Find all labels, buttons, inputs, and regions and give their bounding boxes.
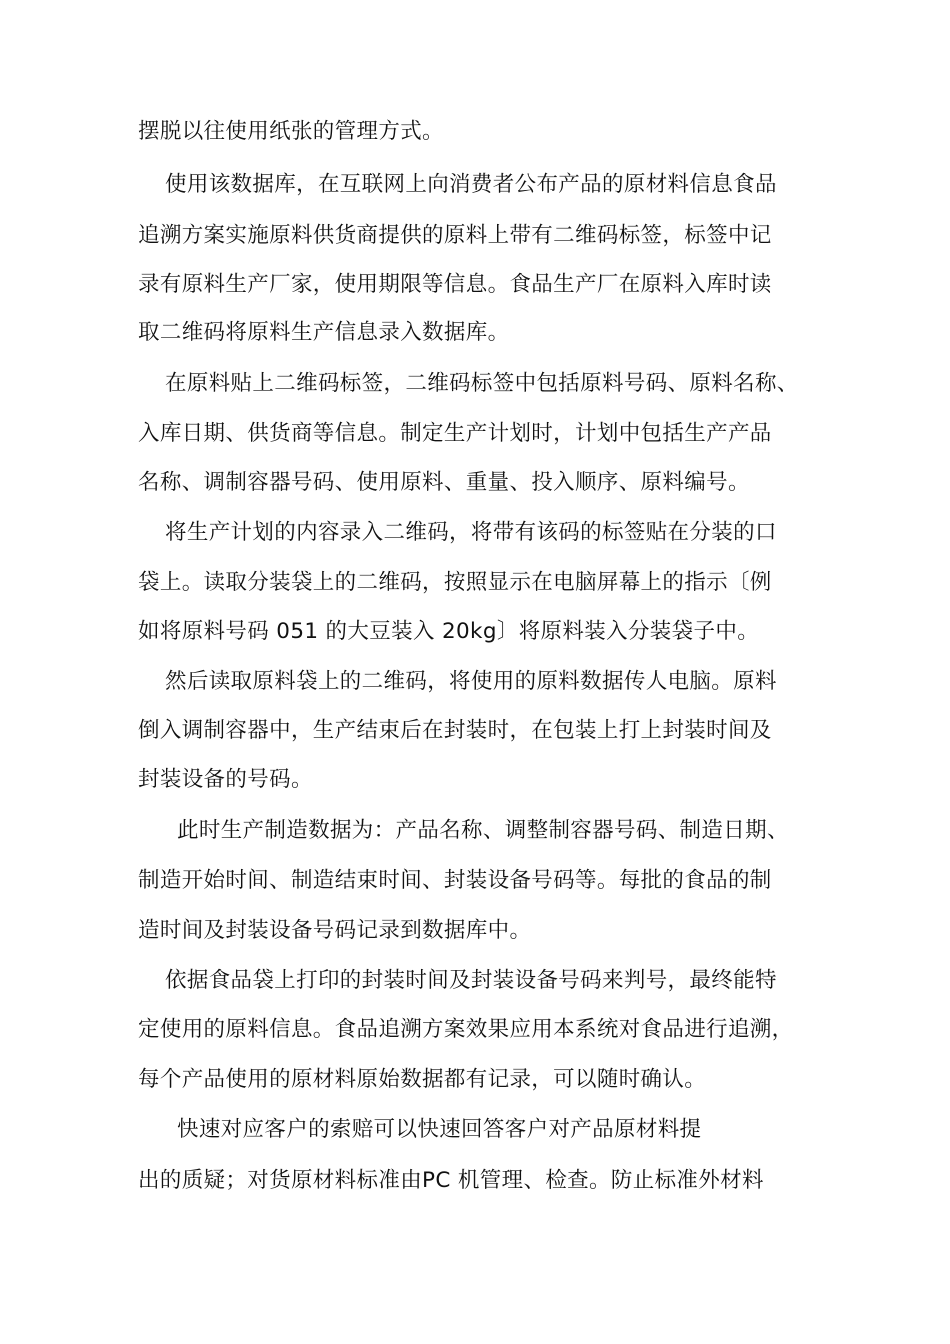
text-line: 追溯方案实施原料供货商提供的原料上带有二维码标签，标签中记 <box>138 223 772 248</box>
text-line: 每个产品使用的原材料原始数据都有记录，可以随时确认。 <box>138 1067 707 1092</box>
text-line: 倒入调制容器中，生产结束后在封装时，在包装上打上封装时间及 <box>138 718 772 743</box>
text-line: 出的质疑；对货原材料标准由PC 机管理、检查。防止标准外材料 <box>138 1168 764 1193</box>
text-line: 摆脱以往使用纸张的管理方式。 <box>138 119 444 144</box>
paragraph-start: 然后读取原料袋上的二维码，将使用的原料数据传人电脑。原料 <box>165 669 777 694</box>
paragraph-start: 使用该数据库，在互联网上向消费者公布产品的原材料信息食品 <box>165 172 777 197</box>
text-line: 名称、调制容器号码、使用原料、重量、投入顺序、原料编号。 <box>138 470 750 495</box>
paragraph-start: 快速对应客户的索赔可以快速回答客户对产品原材料提 <box>177 1117 702 1142</box>
paragraph-start: 此时生产制造数据为：产品名称、调整制容器号码、制造日期、 <box>177 818 789 843</box>
text-line: 取二维码将原料生产信息录入数据库。 <box>138 320 510 345</box>
text-line: 封装设备的号码。 <box>138 767 313 792</box>
text-line: 袋上。读取分装袋上的二维码，按照显示在电脑屏幕上的指示〔例 <box>138 570 772 595</box>
text-line: 入库日期、供货商等信息。制定生产计划时，计划中包括生产产品 <box>138 421 772 446</box>
text-line: 录有原料生产厂家，使用期限等信息。食品生产厂在原料入库时读 <box>138 272 772 297</box>
paragraph-start: 依据食品袋上打印的封装时间及封装设备号码来判号，最终能特 <box>165 968 777 993</box>
text-line: 如将原料号码 051 的大豆装入 20kg〕将原料装入分装袋子中。 <box>138 619 760 644</box>
paragraph-start: 将生产计划的内容录入二维码，将带有该码的标签贴在分装的口 <box>165 520 777 545</box>
text-line: 制造开始时间、制造结束时间、封装设备号码等。每批的食品的制 <box>138 868 772 893</box>
paragraph-start: 在原料贴上二维码标签，二维码标签中包括原料号码、原料名称、 <box>165 371 799 396</box>
text-line: 定使用的原料信息。食品追溯方案效果应用本系统对食品进行追溯， <box>138 1017 794 1042</box>
text-line: 造时间及封装设备号码记录到数据库中。 <box>138 918 532 943</box>
